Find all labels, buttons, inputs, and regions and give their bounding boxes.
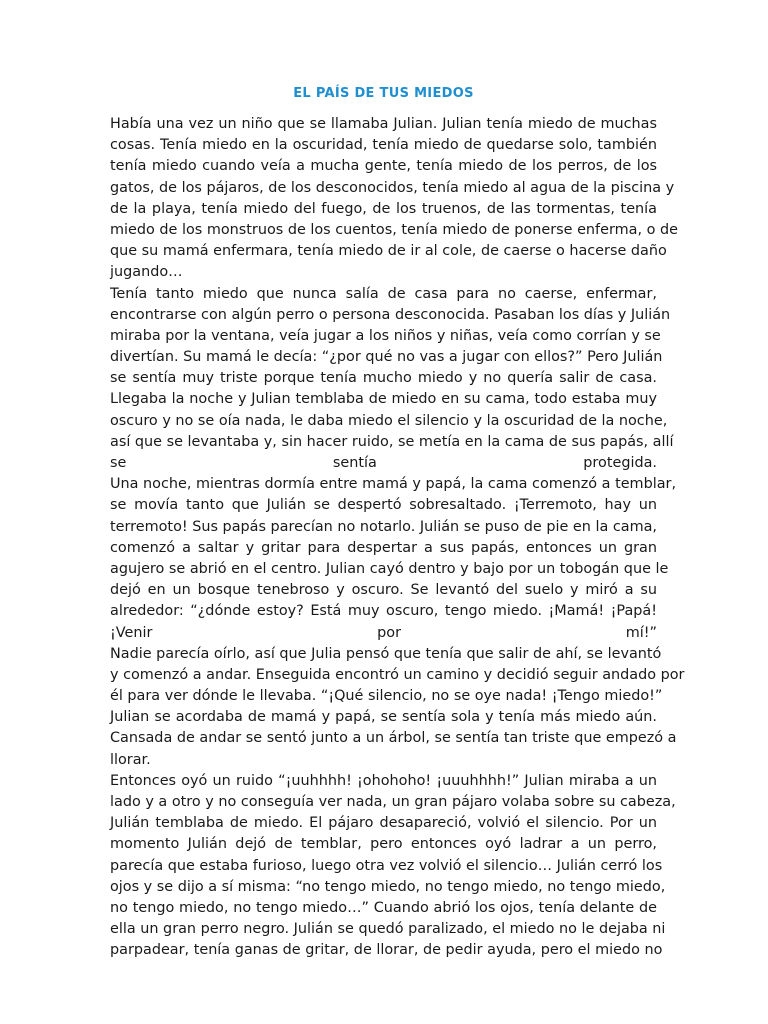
text-line: tenía miedo cuando veía a mucha gente, tenía miedo de los perros, de los (110, 158, 657, 175)
text-line: parecía que estaba furioso, luego otra vez volvió el silencio… Julián cerró los (110, 857, 663, 874)
text-line: se movía tanto que Julián se despertó sobresaltado. ¡Terremoto, hay un (110, 497, 657, 514)
text-line: comenzó a saltar y gritar para despertar a sus papás, entonces un gran (110, 539, 657, 556)
text-line: jugando… (110, 264, 183, 281)
text-line: alrededor: “¿dónde estoy? Está muy oscuro, tengo miedo. ¡Mamá! ¡Papá! (110, 603, 657, 620)
text-line: Julián temblaba de miedo. El pájaro desapareció, volvió el silencio. Por un (110, 815, 657, 832)
text-line: lado y a otro y no conseguía ver nada, un gran pájaro volaba sobre su cabeza, (110, 794, 676, 810)
text-line: no tengo miedo, no tengo miedo…” Cuando abrió los ojos, tenía delante de (110, 899, 657, 916)
text-line: miraba por la ventana, veía jugar a los niños y niñas, veía como corrían y se (110, 327, 661, 344)
text-line: de la playa, tenía miedo del fuego, de los truenos, de las tormentas, tenía (110, 200, 657, 217)
text-line: que su mamá enfermara, tenía miedo de ir al cole, de caerse o hacerse daño (110, 243, 667, 260)
text-line: Llegaba la noche y Julian temblaba de miedo en su cama, todo estaba muy (110, 391, 657, 408)
text-line: terremoto! Sus papás parecían no notarlo. Julián se puso de pie en la cama, (110, 518, 657, 535)
text-line: parpadear, tenía ganas de gritar, de llorar, de pedir ayuda, pero el miedo no (110, 942, 663, 959)
text-line: cosas. Tenía miedo en la oscuridad, tenía miedo de quedarse solo, también (110, 137, 657, 154)
text-line: se sentía protegida. (110, 455, 657, 471)
text-line: y comenzó a andar. Enseguida encontró un camino y decidió seguir andado por (110, 666, 685, 683)
text-line: Julian se acordaba de mamá y papá, se sentía sola y tenía más miedo aún. (110, 709, 657, 726)
text-line: llorar. (110, 751, 151, 768)
text-line: oscuro y no se oía nada, le daba miedo el silencio y la oscuridad de la noche, (110, 412, 668, 429)
text-line: divertían. Su mamá le decía: “¿por qué no vas a jugar con ellos?” Pero Julián (110, 349, 663, 366)
document-title: EL PAÍS DE TUS MIEDOS (293, 86, 474, 101)
text-line: Tenía tanto miedo que nunca salía de casa para no caerse, enfermar, (110, 285, 657, 302)
text-line: Entonces oyó un ruido “¡uuhhhh! ¡ohohoho! ¡uuuhhhh!” Julian miraba a un (110, 772, 657, 789)
text-line: momento Julián dejó de temblar, pero entonces oyó ladrar a un perro, (110, 836, 657, 853)
document-page (110, 82, 685, 962)
text-line: Nadie parecía oírlo, así que Julia pensó que tenía que salir de ahí, se levantó (110, 645, 662, 662)
text-line: se sentía muy triste porque tenía mucho miedo y no quería salir de casa. (110, 370, 657, 387)
text-line: encontrarse con algún perro o persona desconocida. Pasaban los días y Julián (110, 306, 671, 323)
text-line: Había una vez un niño que se llamaba Julian. Julian tenía miedo de muchas (110, 116, 657, 132)
text-line: dejó en un bosque tenebroso y oscuro. Se levantó del suelo y miró a su (110, 582, 657, 599)
text-line: así que se levantaba y, sin hacer ruido, se metía en la cama de sus papás, allí (110, 433, 674, 450)
text-line: ojos y se dijo a sí misma: “no tengo miedo, no tengo miedo, no tengo miedo, (110, 878, 666, 895)
text-line: Una noche, mientras dormía entre mamá y papá, la cama comenzó a temblar, (110, 476, 677, 493)
text-line: Cansada de andar se sentó junto a un árbol, se sentía tan triste que empezó a (110, 730, 677, 747)
story-body (110, 114, 685, 962)
text-line: ¡Venir por mí!” (110, 624, 657, 641)
text-line: agujero se abrió en el centro. Julian cayó dentro y bajo por un tobogán que le (110, 560, 669, 577)
text-line: ella un gran perro negro. Julián se quedó paralizado, el miedo no le dejaba ni (110, 921, 666, 938)
text-line: gatos, de los pájaros, de los desconocidos, tenía miedo al agua de la piscina y (110, 179, 675, 196)
text-line: miedo de los monstruos de los cuentos, tenía miedo de ponerse enferma, o de (110, 221, 678, 238)
text-line: él para ver dónde le llevaba. “¡Qué silencio, no se oye nada! ¡Tengo miedo!” (110, 688, 663, 705)
